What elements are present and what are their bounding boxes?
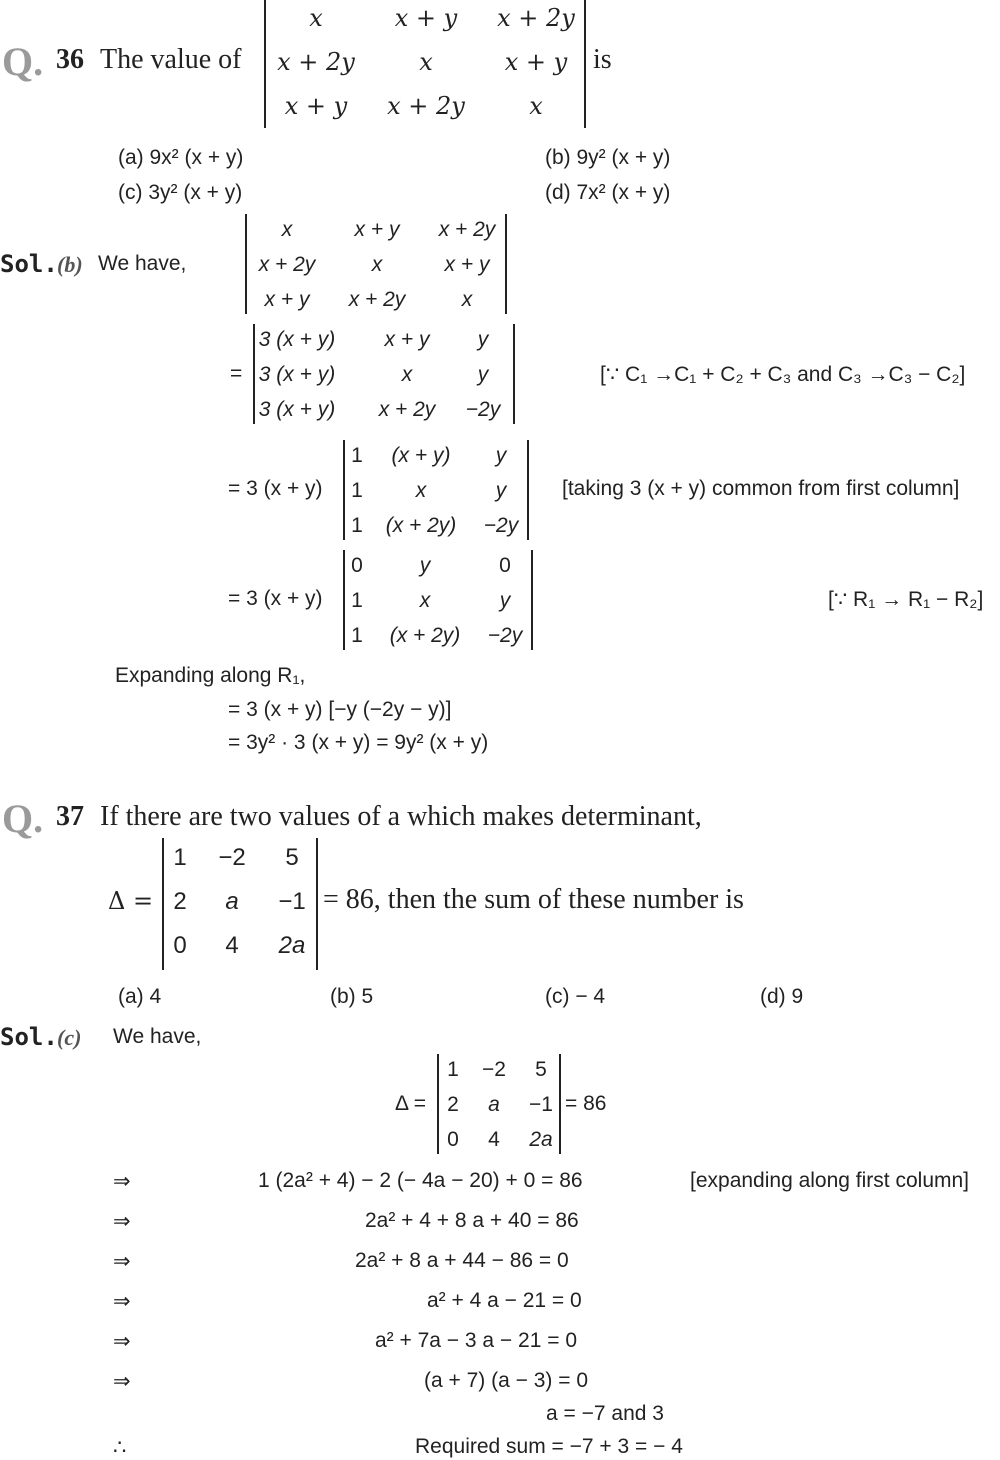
option-c: (c) − 4 xyxy=(545,985,606,1008)
implies-symbol: ⇒ xyxy=(113,1330,131,1353)
solution-determinant-2 xyxy=(253,324,515,424)
matrix-cell: x xyxy=(461,288,473,311)
question-number: 36 xyxy=(56,44,84,75)
solution-answer: (b) xyxy=(57,252,83,277)
result-line: = 3y² · 3 (x + y) = 9y² (x + y) xyxy=(228,731,489,754)
matrix-cell: (x + 2y) xyxy=(385,514,457,537)
matrix-cell: 5 xyxy=(285,844,299,871)
matrix-cell: x + 2y xyxy=(277,48,355,76)
matrix-cell: 0 xyxy=(447,1128,459,1151)
matrix-cell: 4 xyxy=(225,932,239,959)
matrix-cell: 5 xyxy=(535,1058,547,1081)
solution-answer: (c) xyxy=(57,1025,82,1050)
matrix-cell: 2a xyxy=(278,932,306,959)
matrix-cell: 1 xyxy=(351,589,363,612)
matrix-cell: x xyxy=(529,92,543,120)
solution-determinant-3 xyxy=(343,440,529,540)
matrix-cell: x + y xyxy=(504,48,568,76)
matrix-cell: x + y xyxy=(444,253,490,276)
matrix-cell: x + 2y xyxy=(378,398,436,421)
matrix-cell: −1 xyxy=(529,1093,553,1116)
step-note: [∵ R₁ → R₁ − R₂] xyxy=(828,588,984,611)
matrix-cell: x xyxy=(401,363,413,386)
matrix-cell: x + 2y xyxy=(497,4,575,32)
matrix-cell: x xyxy=(419,48,433,76)
matrix-cell: y xyxy=(419,554,431,577)
matrix-cell: 2 xyxy=(447,1093,459,1116)
implies-symbol: ⇒ xyxy=(113,1250,131,1273)
matrix-cell: 1 xyxy=(447,1058,459,1081)
matrix-cell: x + y xyxy=(384,328,430,351)
expand-text: Expanding along R₁, xyxy=(115,664,306,687)
solution-determinant-1 xyxy=(245,214,507,314)
implies-symbol: ⇒ xyxy=(113,1290,131,1313)
matrix-cell: 0 xyxy=(351,554,363,577)
solution-determinant-4 xyxy=(343,550,533,650)
matrix-cell: (x + 2y) xyxy=(389,624,461,647)
matrix-cell: a xyxy=(488,1093,500,1116)
step-equals: = xyxy=(230,362,243,385)
matrix-cell: x + y xyxy=(394,4,458,32)
matrix-cell: x + 2y xyxy=(348,288,406,311)
step-line: a² + 7a − 3 a − 21 = 0 xyxy=(375,1329,577,1352)
question-mark: Q. xyxy=(2,796,44,841)
therefore-symbol: ∴ xyxy=(113,1436,127,1459)
option-d: (d) 9 xyxy=(760,985,804,1008)
question-determinant xyxy=(162,838,318,970)
question-determinant xyxy=(264,0,586,128)
matrix-cell: −2 xyxy=(218,844,246,871)
step-note: [∵ C₁ →C₁ + C₂ + C₃ and C₃ →C₃ − C₂] xyxy=(600,363,966,386)
step-note: [expanding along first column] xyxy=(690,1169,969,1192)
option-b: (b) 9y² (x + y) xyxy=(545,146,671,169)
step-line: (a + 7) (a − 3) = 0 xyxy=(424,1369,589,1392)
option-a: (a) 4 xyxy=(118,985,162,1008)
matrix-cell: 1 xyxy=(351,514,363,537)
step-prefix: = 3 (x + y) xyxy=(228,587,323,610)
matrix-cell: x + y xyxy=(284,92,348,120)
matrix-cell: x xyxy=(371,253,383,276)
matrix-cell: 0 xyxy=(499,554,511,577)
matrix-cell: −1 xyxy=(278,888,306,915)
step-line: a² + 4 a − 21 = 0 xyxy=(427,1289,582,1312)
matrix-cell: x xyxy=(419,589,431,612)
solution-intro: We have, xyxy=(113,1025,202,1048)
roots-line: a = −7 and 3 xyxy=(546,1402,664,1425)
question-mark: Q. xyxy=(2,39,44,84)
matrix-cell: −2y xyxy=(465,398,501,421)
matrix-cell: y xyxy=(495,444,507,467)
implies-symbol: ⇒ xyxy=(113,1170,131,1193)
step-line: 2a² + 8 a + 44 − 86 = 0 xyxy=(355,1249,569,1272)
option-b: (b) 5 xyxy=(330,985,374,1008)
question-text-end: is xyxy=(593,44,612,75)
matrix-cell: x xyxy=(281,218,293,241)
delta-prefix: Δ = xyxy=(108,887,154,915)
matrix-cell: 1 xyxy=(173,844,187,871)
question-text-end: = 86, then the sum of these number is xyxy=(323,884,744,915)
matrix-cell: y xyxy=(495,479,507,502)
matrix-cell: −2 xyxy=(482,1058,506,1081)
matrix-cell: x xyxy=(415,479,427,502)
matrix-cell: −2y xyxy=(483,514,519,537)
matrix-cell: y xyxy=(477,363,489,386)
det-result: = 86 xyxy=(565,1092,607,1115)
matrix-cell: x + 2y xyxy=(438,218,496,241)
matrix-cell: 2a xyxy=(529,1128,553,1151)
option-a: (a) 9x² (x + y) xyxy=(118,146,244,169)
question-text: If there are two values of a which makes determinant, xyxy=(100,801,702,832)
matrix-cell: y xyxy=(477,328,489,351)
step-note: [taking 3 (x + y) common from first column] xyxy=(562,477,960,500)
solution-determinant xyxy=(437,1054,561,1154)
question-number: 37 xyxy=(56,801,84,832)
matrix-cell: y xyxy=(499,589,511,612)
step-line: 2a² + 4 + 8 a + 40 = 86 xyxy=(365,1209,579,1232)
matrix-cell: 1 xyxy=(351,479,363,502)
matrix-cell: 2 xyxy=(173,888,187,915)
matrix-cell: a xyxy=(225,888,239,915)
solution-label: Sol. xyxy=(0,1023,58,1051)
step-prefix: = 3 (x + y) xyxy=(228,477,323,500)
matrix-cell: x + y xyxy=(264,288,310,311)
matrix-cell: x + 2y xyxy=(387,92,465,120)
matrix-cell: 3 (x + y) xyxy=(258,328,336,351)
matrix-cell: 3 (x + y) xyxy=(258,363,336,386)
solution-label: Sol. xyxy=(0,250,58,278)
matrix-cell: 4 xyxy=(488,1128,500,1151)
question-text: The value of xyxy=(100,44,242,75)
solution-intro: We have, xyxy=(98,252,187,275)
matrix-cell: x + y xyxy=(354,218,400,241)
result-line: = 3 (x + y) [−y (−2y − y)] xyxy=(228,698,452,721)
implies-symbol: ⇒ xyxy=(113,1210,131,1233)
matrix-cell: 0 xyxy=(173,932,187,959)
matrix-cell: 1 xyxy=(351,444,363,467)
matrix-cell: −2y xyxy=(487,624,523,647)
implies-symbol: ⇒ xyxy=(113,1370,131,1393)
matrix-cell: 1 xyxy=(351,624,363,647)
matrix-cell: x xyxy=(309,4,323,32)
option-d: (d) 7x² (x + y) xyxy=(545,181,671,204)
option-c: (c) 3y² (x + y) xyxy=(118,181,243,204)
matrix-cell: x + 2y xyxy=(258,253,316,276)
step-line: 1 (2a² + 4) − 2 (− 4a − 20) + 0 = 86 xyxy=(258,1169,583,1192)
final-answer: Required sum = −7 + 3 = − 4 xyxy=(415,1435,683,1458)
delta-prefix: Δ = xyxy=(395,1092,426,1115)
matrix-cell: (x + y) xyxy=(391,444,451,467)
matrix-cell: 3 (x + y) xyxy=(258,398,336,421)
